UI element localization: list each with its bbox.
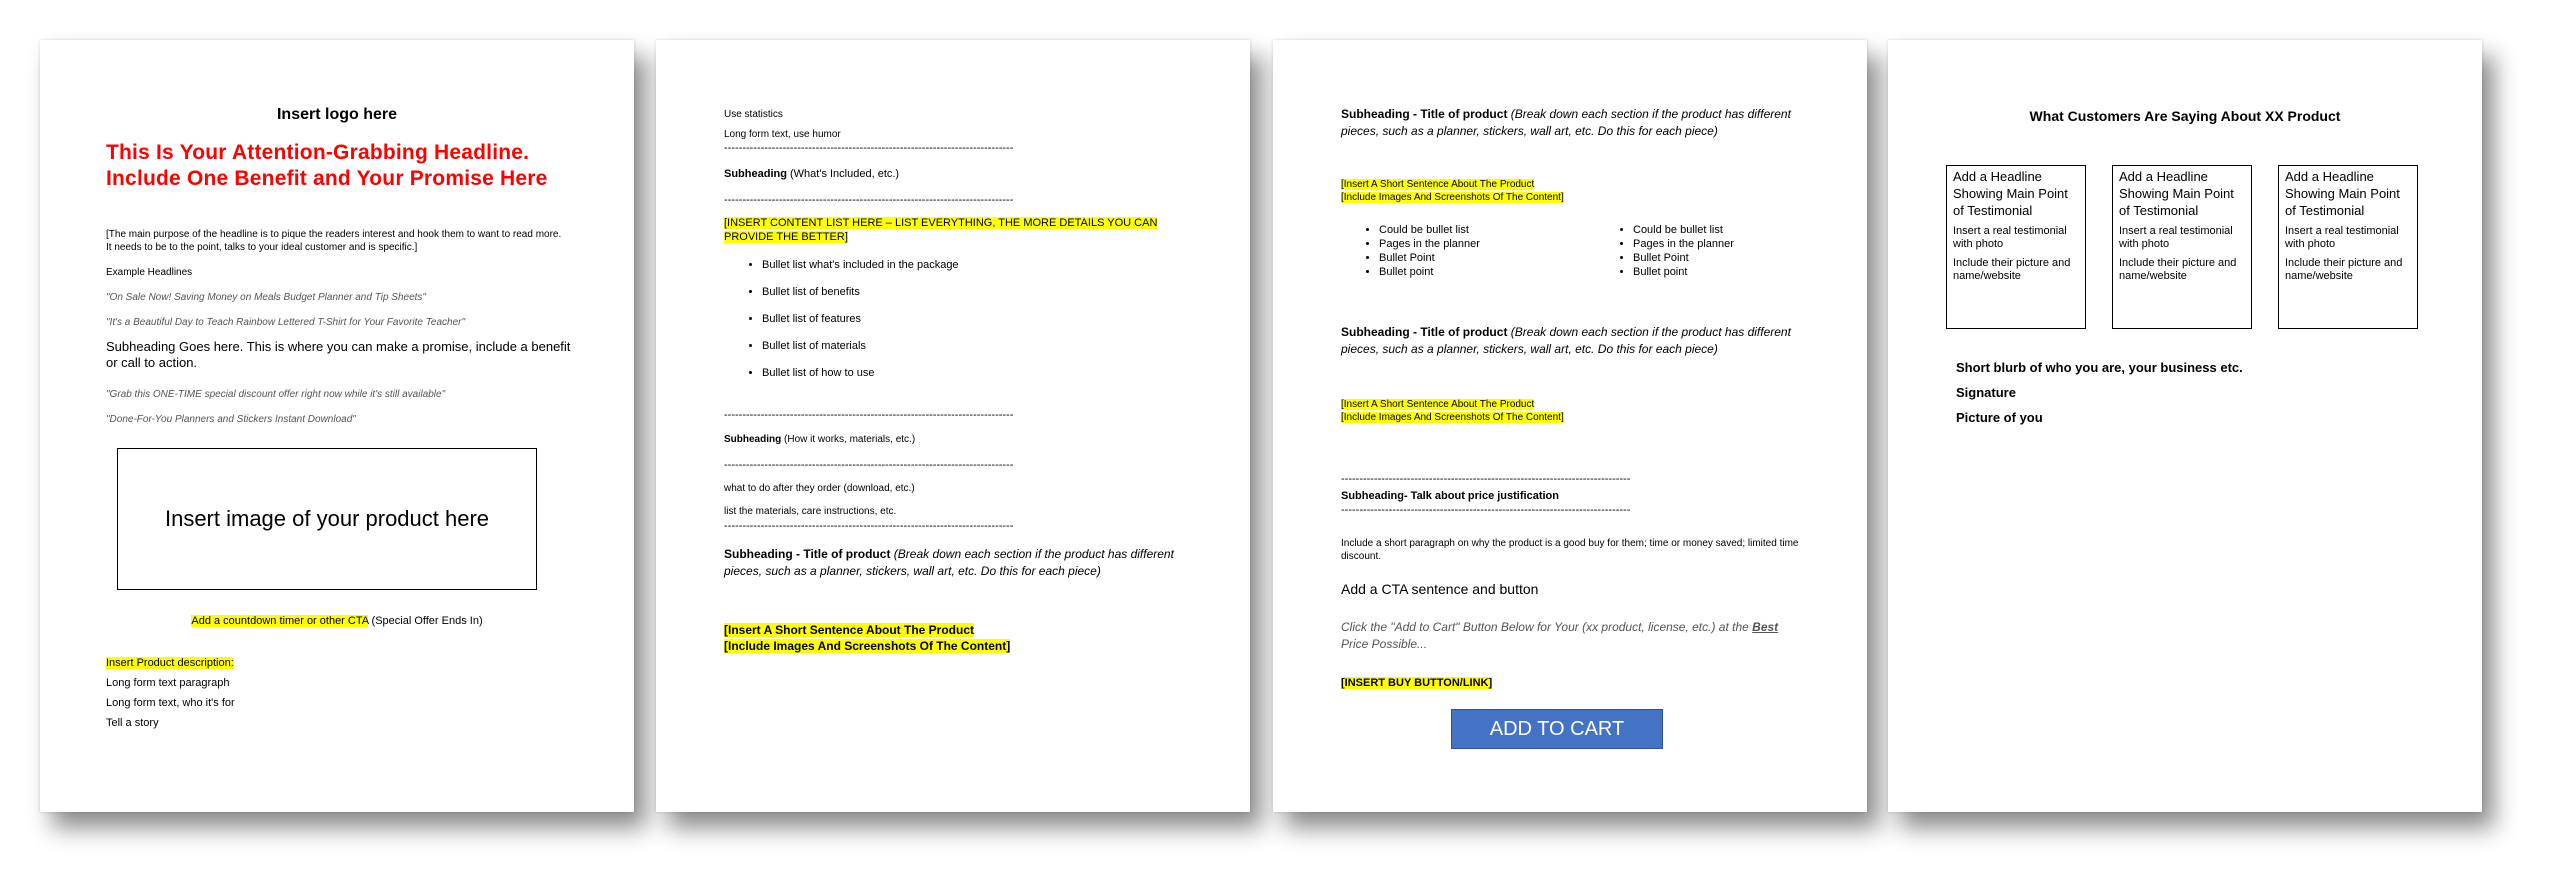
subheading-title-of-product: Subheading - Title of product (Break down each section if the product has different pieces, such as a planner, stickers, wall art, etc. Do this for each piece) xyxy=(724,547,1174,578)
list-item: • Bullet list of benefits xyxy=(762,285,1202,299)
subheading-how-it-works: Subheading (How it works, materials, etc.) xyxy=(724,434,916,445)
top-line-2: Long form text, use humor xyxy=(724,129,841,140)
description-line-3: Tell a story xyxy=(106,717,159,729)
add-to-cart-button[interactable]: ADD TO CART xyxy=(1451,709,1663,749)
example-headline-4: "Done-For-You Planners and Stickers Instant Download" xyxy=(106,414,356,425)
testimonial-text: Insert a real testimonial with photo xyxy=(2119,225,2233,250)
testimonial-box-3 xyxy=(2278,165,2418,329)
cta-sentence: Add a CTA sentence and button xyxy=(1341,581,1539,597)
example-headline-2: "It's a Beautiful Day to Teach Rainbow Lettered T-Shirt for Your Favorite Teacher" xyxy=(106,317,466,328)
divider: ------------------------------------------------------------------------------- xyxy=(1341,473,1631,485)
testimonial-headline: Add a Headline Showing Main Point of Testimonial xyxy=(2119,169,2234,218)
list-item: • Bullet point xyxy=(1379,265,1609,279)
bullets-right-column xyxy=(1615,223,1863,279)
bullets-left-column xyxy=(1361,223,1609,279)
insert-sentence: [Insert A Short Sentence About The Product xyxy=(724,623,975,637)
divider: ------------------------------------------------------------------------------- xyxy=(724,459,1014,471)
testimonial-text: Insert a real testimonial with photo xyxy=(1953,225,2067,250)
author-blurb: Short blurb of who you are, your business etc. xyxy=(1956,360,2243,375)
example-headline-3: "Grab this ONE-TIME special discount offer right now while it's still available" xyxy=(106,389,446,400)
subheading-whats-included: Subheading (What's Included, etc.) xyxy=(724,168,900,180)
subheading-title-of-product: Subheading - Title of product (Break down each section if the product has different pieces, such as a planner, stickers, wall art, etc. Do this for each piece) xyxy=(1341,107,1791,138)
signature-label: Signature xyxy=(1956,385,2016,400)
countdown-note: (Special Offer Ends In) xyxy=(368,615,483,627)
product-image-label: Insert image of your product here xyxy=(164,506,490,531)
included-bullets xyxy=(744,258,1202,380)
price-justification-subheading: Subheading- Talk about price justification xyxy=(1341,490,1559,502)
list-item: • Could be bullet list xyxy=(1379,223,1609,237)
example-headline-1: "On Sale Now! Saving Money on Meals Budget Planner and Tip Sheets" xyxy=(106,292,426,303)
product-image-placeholder xyxy=(117,448,537,590)
description-line-2: Long form text, who it's for xyxy=(106,697,235,709)
divider: ------------------------------------------------------------------------------- xyxy=(724,520,1014,532)
add-to-cart-instruction: Click the "Add to Cart" Button Below for Your (xx product, license, etc.) at the Best Price Possible... xyxy=(1341,620,1779,651)
countdown-highlight: Add a countdown timer or other CTA xyxy=(191,615,369,627)
countdown-cta xyxy=(40,614,634,628)
content-list-placeholder: [INSERT CONTENT LIST HERE – LIST EVERYTHING, THE MORE DETAILS YOU CAN PROVIDE THE BETTER] xyxy=(724,217,1158,243)
divider: ------------------------------------------------------------------------------- xyxy=(724,409,1014,421)
description-line-1: Long form text paragraph xyxy=(106,677,230,689)
logo-placeholder: Insert logo here xyxy=(276,106,398,123)
price-paragraph: Include a short paragraph on why the product is a good buy for them; time or money saved; limited time discount. xyxy=(1341,538,1799,562)
list-item: • Bullet list of features xyxy=(762,312,1202,326)
insert-images-2: [Include Images And Screenshots Of The Content] xyxy=(1341,412,1564,423)
subheading: Subheading Goes here. This is where you can make a promise, include a benefit or call to action. xyxy=(106,339,571,370)
divider: ------------------------------------------------------------------------------- xyxy=(1341,504,1631,516)
buy-link-placeholder: [INSERT BUY BUTTON/LINK] xyxy=(1341,677,1493,689)
list-item: • Bullet point xyxy=(1633,265,1863,279)
after-order-line-2: list the materials, care instructions, etc. xyxy=(724,506,897,517)
testimonial-headline: Add a Headline Showing Main Point of Testimonial xyxy=(2285,169,2400,218)
list-item: • Bullet list what's included in the package xyxy=(762,258,1202,272)
testimonial-text: Insert a real testimonial with photo xyxy=(2285,225,2399,250)
testimonial-attribution: Include their picture and name/website xyxy=(1953,257,2071,282)
testimonials-title: What Customers Are Saying About XX Product xyxy=(2029,108,2341,124)
headline-intro: [The main purpose of the headline is to pique the readers interest and hook them to want to read more. It needs to be to the point, talks to your ideal customer and is specific.] xyxy=(106,229,562,253)
insert-images: [Include Images And Screenshots Of The Content] xyxy=(1341,192,1564,203)
testimonial-attribution: Include their picture and name/website xyxy=(2119,257,2237,282)
list-item: • Bullet list of materials xyxy=(762,339,1202,353)
list-item: • Bullet list of how to use xyxy=(762,366,1202,380)
example-headlines-label: Example Headlines xyxy=(106,267,193,278)
page-2 xyxy=(656,40,1250,812)
top-line-1: Use statistics xyxy=(724,109,783,120)
testimonial-attribution: Include their picture and name/website xyxy=(2285,257,2403,282)
page-1 xyxy=(40,40,634,812)
insert-sentence: [Insert A Short Sentence About The Product xyxy=(1341,179,1535,190)
author-picture-label: Picture of you xyxy=(1956,410,2043,425)
testimonial-box-1 xyxy=(1946,165,2086,329)
product-description-label: Insert Product description: xyxy=(106,657,234,669)
testimonial-headline: Add a Headline Showing Main Point of Testimonial xyxy=(1953,169,2068,218)
divider: ------------------------------------------------------------------------------- xyxy=(724,142,1014,154)
list-item: • Bullet Point xyxy=(1379,251,1609,265)
testimonial-box-2 xyxy=(2112,165,2252,329)
headline: This Is Your Attention-Grabbing Headline. Include One Benefit and Your Promise Here xyxy=(106,141,548,190)
after-order-line-1: what to do after they order (download, etc.) xyxy=(724,483,915,494)
insert-sentence-2: [Insert A Short Sentence About The Product xyxy=(1341,399,1535,410)
list-item: • Pages in the planner xyxy=(1633,237,1863,251)
insert-images: [Include Images And Screenshots Of The Content] xyxy=(724,639,1011,653)
divider: ------------------------------------------------------------------------------- xyxy=(724,194,1014,206)
list-item: • Bullet Point xyxy=(1633,251,1863,265)
page-3 xyxy=(1273,40,1867,812)
list-item: • Could be bullet list xyxy=(1633,223,1863,237)
list-item: • Pages in the planner xyxy=(1379,237,1609,251)
page-4 xyxy=(1888,40,2482,812)
subheading-title-of-product-2: Subheading - Title of product (Break down each section if the product has different pieces, such as a planner, stickers, wall art, etc. Do this for each piece) xyxy=(1341,325,1791,356)
